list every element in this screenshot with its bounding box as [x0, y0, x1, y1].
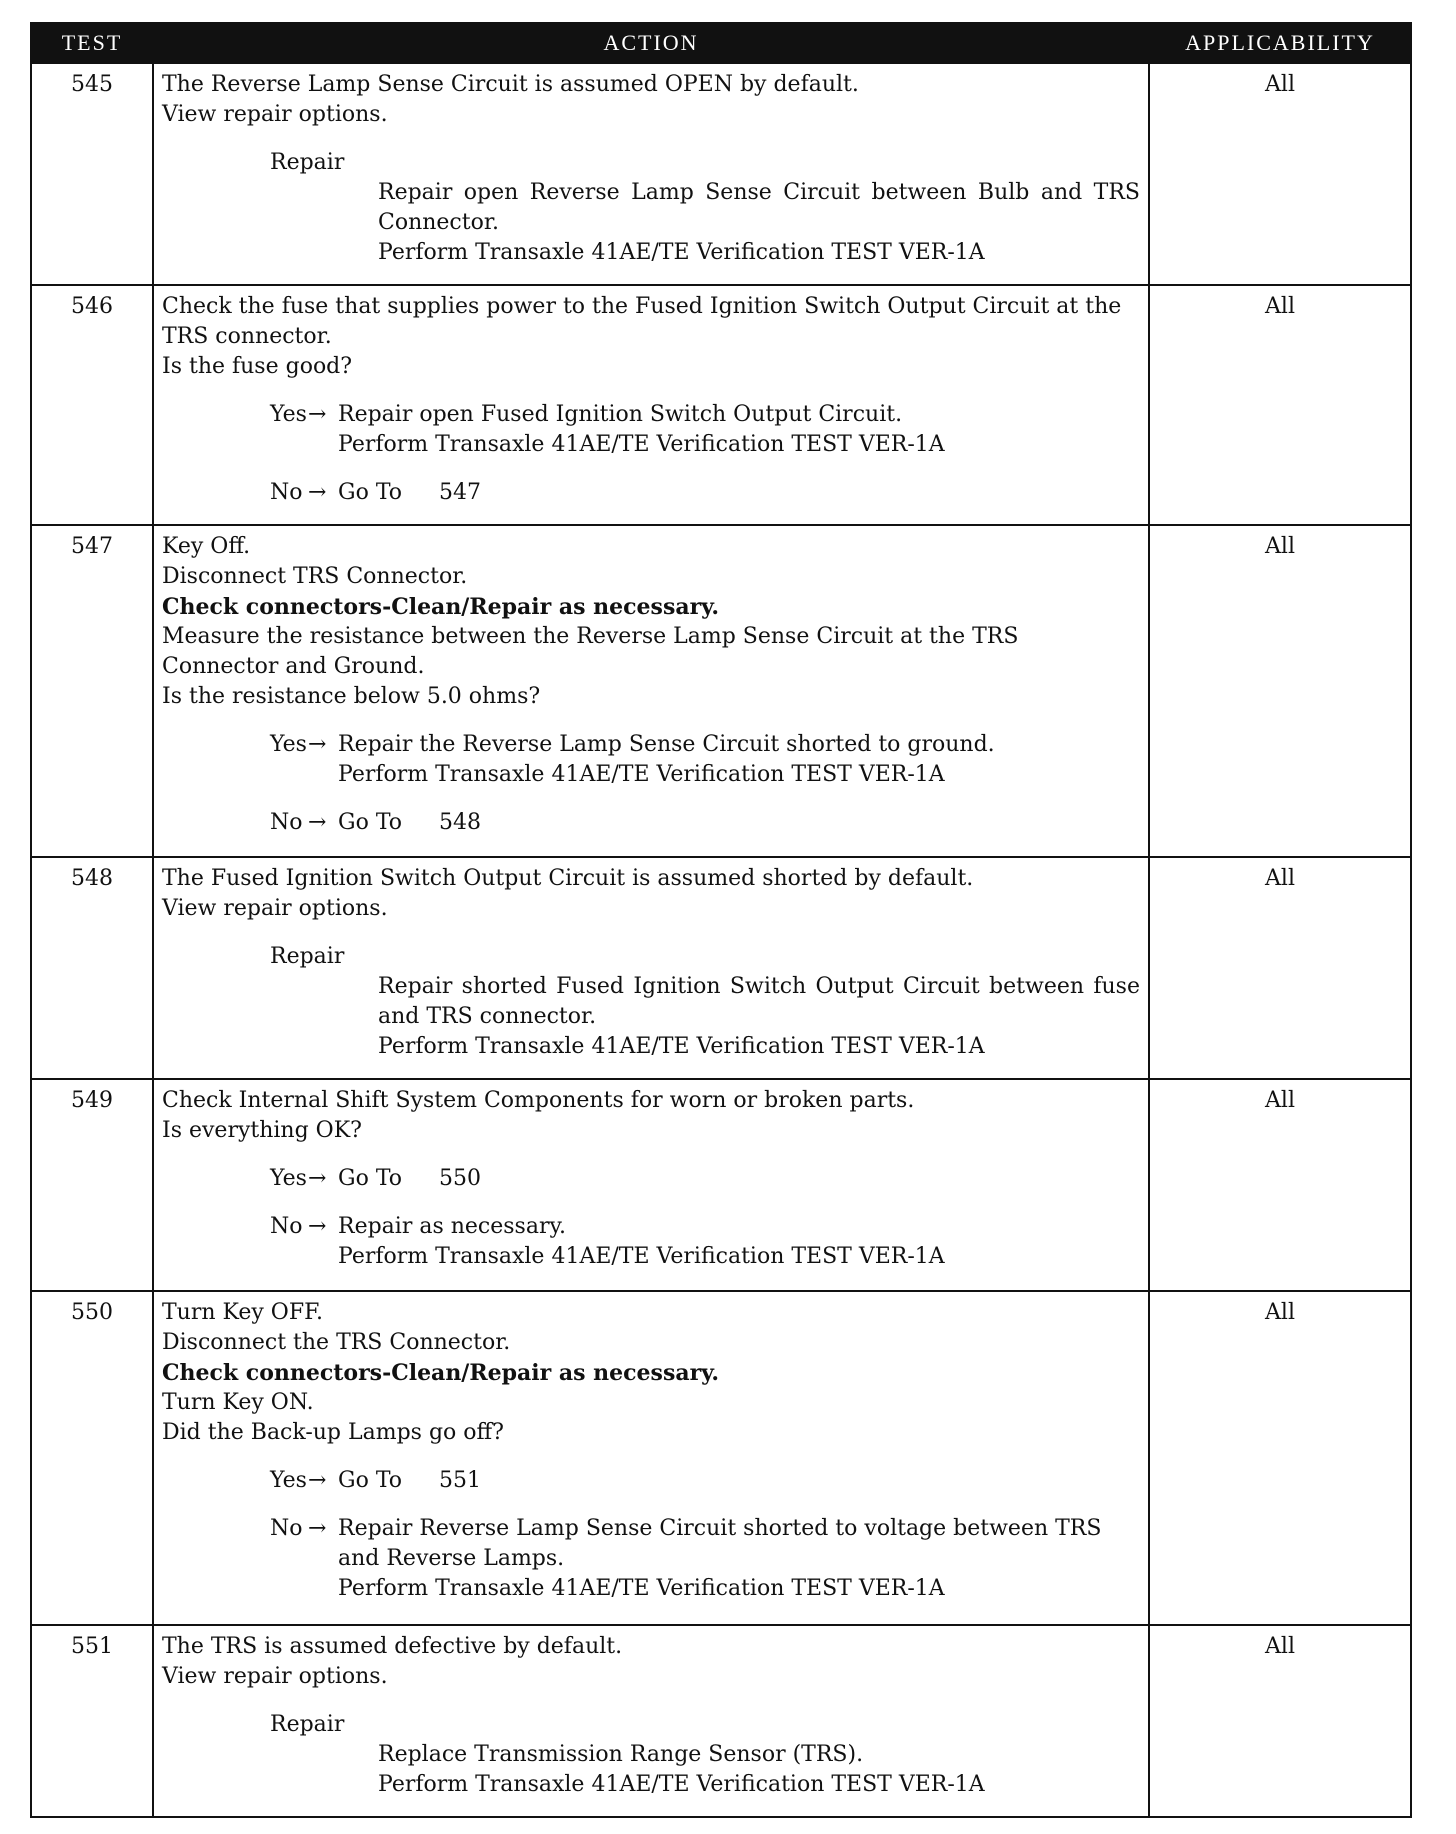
- header-test: TEST: [31, 23, 153, 63]
- action-cell: [153, 1079, 1149, 1291]
- table-row: [31, 285, 1411, 525]
- action-line: Check the fuse that supplies power to the Fused Ignition Switch Output Circuit at the TRS connector.: [162, 294, 1122, 349]
- action-line: Measure the resistance between the Reverse Lamp Sense Circuit at the TRS Connector and Ground.: [162, 624, 1019, 679]
- repair-line: Replace Transmission Range Sensor (TRS).: [378, 1742, 864, 1767]
- repair-line: Perform Transaxle 41AE/TE Verification TEST VER-1A: [378, 1034, 985, 1059]
- action-line: Disconnect the TRS Connector.: [162, 1330, 511, 1355]
- action-line: View repair options.: [162, 896, 388, 921]
- repair-line: Perform Transaxle 41AE/TE Verification TEST VER-1A: [378, 240, 985, 265]
- applicability-value: All: [1149, 1625, 1411, 1817]
- table-header-row: [31, 23, 1411, 63]
- repair-instructions: [378, 1740, 1140, 1800]
- diagnostic-procedure-page: [30, 22, 1410, 1818]
- action-line: The Fused Ignition Switch Output Circuit is assumed shorted by default.: [162, 866, 974, 891]
- yes-result: [338, 1466, 1140, 1496]
- repair-line: Perform Transaxle 41AE/TE Verification TEST VER-1A: [378, 1772, 985, 1797]
- action-line: Turn Key OFF.: [162, 1300, 323, 1325]
- no-label: No: [270, 1516, 303, 1541]
- header-action: ACTION: [153, 23, 1149, 63]
- goto-test-link[interactable]: 547: [439, 480, 482, 505]
- test-number: 549: [31, 1079, 153, 1291]
- test-number: 546: [31, 285, 153, 525]
- yes-line: Repair the Reverse Lamp Sense Circuit shorted to ground.: [338, 732, 995, 757]
- test-number: 545: [31, 63, 153, 285]
- no-line: Perform Transaxle 41AE/TE Verification TEST VER-1A: [338, 1576, 945, 1601]
- diagnostic-test-table: [30, 22, 1412, 1818]
- goto-test-link[interactable]: 551: [439, 1468, 482, 1493]
- table-row: [31, 525, 1411, 857]
- action-cell: [153, 525, 1149, 857]
- repair-line: Repair open Reverse Lamp Sense Circuit between Bulb and TRS Connector.: [378, 180, 1140, 235]
- repair-instructions: [378, 972, 1140, 1062]
- action-cell: [153, 63, 1149, 285]
- applicability-value: All: [1149, 285, 1411, 525]
- table-row: [31, 63, 1411, 285]
- yes-line: Repair open Fused Ignition Switch Output Circuit.: [338, 402, 903, 427]
- yes-answer: [162, 1164, 1140, 1194]
- goto-test-link[interactable]: 550: [439, 1166, 482, 1191]
- action-cell: [153, 1291, 1149, 1625]
- action-line: Is the resistance below 5.0 ohms?: [162, 684, 541, 709]
- arrow-right-icon: →: [308, 480, 327, 505]
- bold-instruction: Check connectors-Clean/Repair as necessary.: [162, 1360, 720, 1386]
- action-line: Disconnect TRS Connector.: [162, 564, 468, 589]
- test-number: 548: [31, 857, 153, 1079]
- action-line: Turn Key ON.: [162, 1390, 314, 1415]
- repair-line: Repair shorted Fused Ignition Switch Output Circuit between fuse and TRS connector.: [378, 974, 1140, 1029]
- action-line: View repair options.: [162, 1664, 388, 1689]
- no-result: [338, 808, 1140, 838]
- test-number: 551: [31, 1625, 153, 1817]
- header-applicability: APPLICABILITY: [1149, 23, 1411, 63]
- no-answer: [162, 808, 1140, 838]
- repair-instructions: [378, 178, 1140, 268]
- yes-label: Yes: [270, 732, 307, 757]
- arrow-right-icon: →: [308, 732, 327, 757]
- action-line: The TRS is assumed defective by default.: [162, 1634, 623, 1659]
- action-cell: [153, 1625, 1149, 1817]
- no-label: No: [270, 1214, 303, 1239]
- arrow-right-icon: →: [308, 1516, 327, 1541]
- yes-result: [338, 400, 1140, 460]
- no-answer: [162, 1514, 1140, 1604]
- applicability-value: All: [1149, 1291, 1411, 1625]
- goto-label: Go To: [338, 1166, 403, 1191]
- arrow-right-icon: →: [308, 402, 327, 427]
- no-result: [338, 478, 1140, 508]
- no-label: No: [270, 810, 303, 835]
- no-answer: [162, 1212, 1140, 1272]
- repair-label: Repair: [270, 150, 345, 175]
- no-line: Repair as necessary.: [338, 1214, 566, 1239]
- arrow-right-icon: →: [308, 810, 327, 835]
- action-cell: [153, 857, 1149, 1079]
- arrow-right-icon: →: [308, 1214, 327, 1239]
- applicability-value: All: [1149, 857, 1411, 1079]
- repair-label: Repair: [270, 1712, 345, 1737]
- arrow-right-icon: →: [308, 1166, 327, 1191]
- test-number: 550: [31, 1291, 153, 1625]
- test-number: 547: [31, 525, 153, 857]
- goto-label: Go To: [338, 810, 403, 835]
- yes-result: [338, 730, 1140, 790]
- applicability-value: All: [1149, 525, 1411, 857]
- action-line: Is the fuse good?: [162, 354, 353, 379]
- goto-label: Go To: [338, 480, 403, 505]
- action-line: Check Internal Shift System Components for worn or broken parts.: [162, 1088, 915, 1113]
- action-line: Key Off.: [162, 534, 251, 559]
- no-answer: [162, 478, 1140, 508]
- yes-label: Yes: [270, 402, 307, 427]
- action-line: Did the Back-up Lamps go off?: [162, 1420, 504, 1445]
- table-row: [31, 1625, 1411, 1817]
- action-line: The Reverse Lamp Sense Circuit is assumed OPEN by default.: [162, 72, 859, 97]
- yes-label: Yes: [270, 1468, 307, 1493]
- no-label: No: [270, 480, 303, 505]
- action-line: View repair options.: [162, 102, 388, 127]
- yes-answer: [162, 730, 1140, 790]
- goto-test-link[interactable]: 548: [439, 810, 482, 835]
- repair-label: Repair: [270, 944, 345, 969]
- yes-line: Perform Transaxle 41AE/TE Verification TEST VER-1A: [338, 432, 945, 457]
- bold-instruction: Check connectors-Clean/Repair as necessary.: [162, 594, 720, 620]
- goto-label: Go To: [338, 1468, 403, 1493]
- yes-line: Perform Transaxle 41AE/TE Verification TEST VER-1A: [338, 762, 945, 787]
- no-result: [338, 1212, 1140, 1272]
- action-cell: [153, 285, 1149, 525]
- table-row: [31, 1291, 1411, 1625]
- yes-label: Yes: [270, 1166, 307, 1191]
- applicability-value: All: [1149, 1079, 1411, 1291]
- table-row: [31, 857, 1411, 1079]
- action-line: Is everything OK?: [162, 1118, 362, 1143]
- yes-result: [338, 1164, 1140, 1194]
- applicability-value: All: [1149, 63, 1411, 285]
- no-line: Perform Transaxle 41AE/TE Verification TEST VER-1A: [338, 1244, 945, 1269]
- yes-answer: [162, 400, 1140, 460]
- no-result: [338, 1514, 1140, 1604]
- table-row: [31, 1079, 1411, 1291]
- no-line: Repair Reverse Lamp Sense Circuit shorted to voltage between TRS and Reverse Lamps.: [338, 1516, 1102, 1571]
- arrow-right-icon: →: [308, 1468, 327, 1493]
- yes-answer: [162, 1466, 1140, 1496]
